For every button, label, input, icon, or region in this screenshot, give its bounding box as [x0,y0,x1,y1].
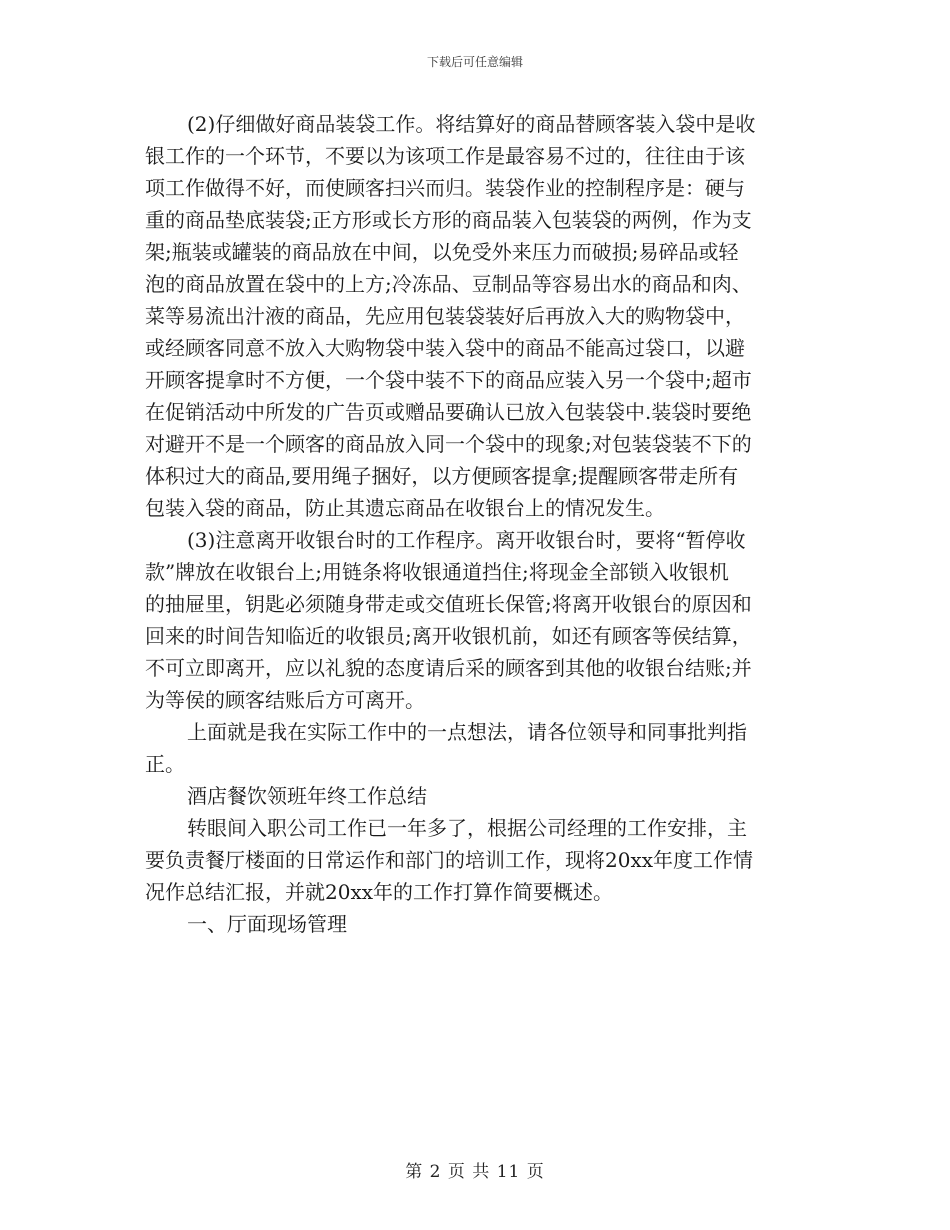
text-line: 的抽屉里，钥匙必须随身带走或交值班长保管;将离开收银台的原因和 [145,592,752,616]
section-title [145,780,807,812]
paragraph-intro [145,812,807,908]
text-line: 泡的商品放置在袋中的上方;冷冻品、豆制品等容易出水的商品和肉、 [145,272,752,296]
text-line: 在促销活动中所发的广告页或赠品要确认已放入包装袋中.装袋时要绝 [145,400,752,424]
text-line: 回来的时间告知临近的收银员;离开收银机前，如还有顾客等侯结算， [145,624,752,648]
text-line: 对避开不是一个顾客的商品放入同一个袋中的现象;对包装袋装不下的 [145,432,752,456]
paragraph-bagging [145,108,807,524]
text-line: 银工作的一个环节，不要以为该项工作是最容易不过的，往往由于该 [145,144,745,168]
subsection-heading [145,908,807,940]
text-line: (3)注意离开收银台时的工作程序。离开收银台时，要将“暂停收 [187,528,746,552]
text-line: 体积过大的商品,要用绳子捆好，以方便顾客提拿;提醒顾客带走所有 [145,464,739,488]
text-line: 一、厅面现场管理 [187,912,347,936]
document-body [145,108,807,940]
text-line: 重的商品垫底装袋;正方形或长方形的商品装入包装袋的两例，作为支 [145,208,752,232]
text-line: 开顾客提拿时不方便，一个袋中装不下的商品应装入另一个袋中;超市 [145,368,752,392]
text-line: 项工作做得不好，而使顾客扫兴而归。装袋作业的控制程序是：硬与 [145,176,745,200]
text-line: (2)仔细做好商品装袋工作。将结算好的商品替顾客装入袋中是收 [187,112,756,136]
text-line: 包装入袋的商品，防止其遗忘商品在收银台上的情况发生。 [145,496,665,520]
text-line: 转眼间入职公司工作已一年多了，根据公司经理的工作安排，主 [187,816,747,840]
text-line: 酒店餐饮领班年终工作总结 [187,784,427,808]
text-line: 款”牌放在收银台上;用链条将收银通道挡住;将现金全部锁入收银机 [145,560,729,584]
text-line: 为等侯的顾客结账后方可离开。 [145,688,425,712]
text-line: 或经顾客同意不放入大购物袋中装入袋中的商品不能高过袋口，以避 [145,336,745,360]
text-line: 架;瓶装或罐装的商品放在中间，以免受外来压力而破损;易碎品或轻 [145,240,739,264]
text-line: 上面就是我在实际工作中的一点想法，请各位领导和同事批判指 [187,720,747,744]
text-line: 菜等易流出汁液的商品，先应用包装袋装好后再放入大的购物袋中， [145,304,745,328]
text-line: 不可立即离开，应以礼貌的态度请后采的顾客到其他的收银台结账;并 [145,656,752,680]
paragraph-leaving-counter [145,524,807,716]
text-line: 要负责餐厅楼面的日常运作和部门的培训工作，现将20xx年度工作情 [145,848,754,872]
page-footer: 第 2 页 共 11 页 [405,1162,545,1182]
page-header: 下载后可任意编辑 [426,55,523,69]
paragraph-closing [145,716,807,780]
text-line: 况作总结汇报，并就20xx年的工作打算作简要概述。 [145,880,614,904]
text-line: 正。 [145,752,185,776]
